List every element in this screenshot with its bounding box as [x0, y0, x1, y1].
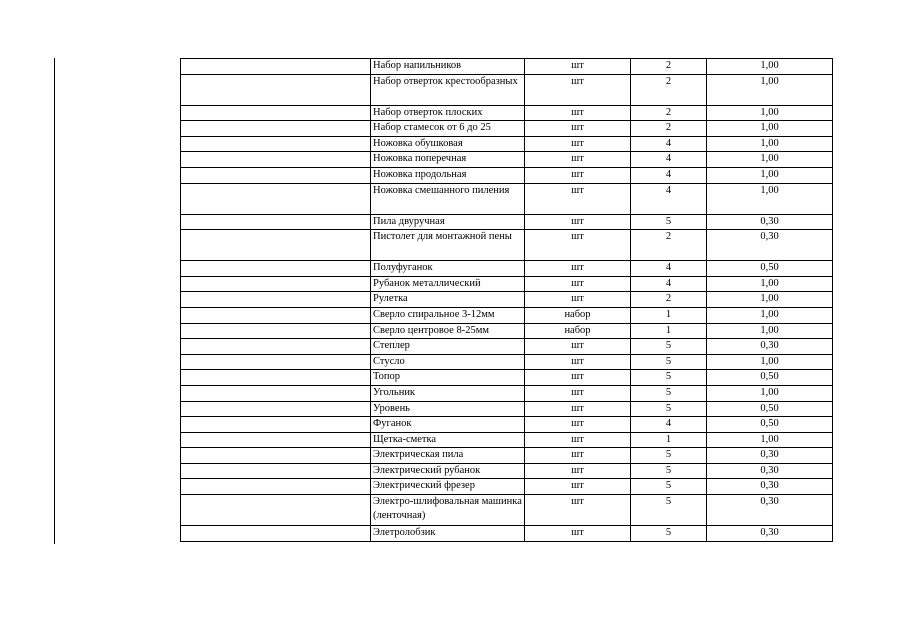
- quantity-cell: 2: [631, 292, 707, 308]
- table-row: [181, 432, 833, 448]
- unit-cell: шт: [525, 432, 631, 448]
- table-row: [181, 105, 833, 121]
- quantity-cell: 4: [631, 417, 707, 433]
- value-cell: 0,50: [707, 370, 833, 386]
- table-row: [181, 370, 833, 386]
- empty-cell: [181, 354, 371, 370]
- quantity-cell: 1: [631, 307, 707, 323]
- item-name-cell: Фуганок: [371, 417, 525, 433]
- empty-cell: [181, 307, 371, 323]
- item-name-cell: Ножовка обушковая: [371, 136, 525, 152]
- unit-cell: шт: [525, 183, 631, 214]
- unit-cell: шт: [525, 526, 631, 542]
- unit-cell: шт: [525, 463, 631, 479]
- unit-cell: шт: [525, 136, 631, 152]
- value-cell: 0,30: [707, 339, 833, 355]
- value-cell: 0,30: [707, 463, 833, 479]
- quantity-cell: 1: [631, 323, 707, 339]
- table-row: [181, 354, 833, 370]
- empty-cell: [181, 230, 371, 261]
- empty-cell: [181, 136, 371, 152]
- unit-cell: шт: [525, 167, 631, 183]
- quantity-cell: 4: [631, 261, 707, 277]
- item-name-cell: Пистолет для монтажной пены: [371, 230, 525, 261]
- empty-cell: [181, 432, 371, 448]
- table-row: [181, 230, 833, 261]
- unit-cell: шт: [525, 401, 631, 417]
- empty-cell: [181, 105, 371, 121]
- table-row: [181, 183, 833, 214]
- empty-cell: [181, 74, 371, 105]
- item-name-cell: Сверло спиральное 3-12мм: [371, 307, 525, 323]
- item-name-cell: Сверло центровое 8-25мм: [371, 323, 525, 339]
- empty-cell: [181, 167, 371, 183]
- item-name-cell: Набор напильников: [371, 59, 525, 75]
- value-cell: 1,00: [707, 152, 833, 168]
- quantity-cell: 5: [631, 495, 707, 526]
- quantity-cell: 4: [631, 152, 707, 168]
- item-name-cell: Электрический фрезер: [371, 479, 525, 495]
- quantity-cell: 1: [631, 432, 707, 448]
- quantity-cell: 4: [631, 183, 707, 214]
- page-margin-line: [54, 58, 55, 544]
- empty-cell: [181, 526, 371, 542]
- unit-cell: шт: [525, 370, 631, 386]
- item-name-cell: Стусло: [371, 354, 525, 370]
- table-row: [181, 526, 833, 542]
- table-row: [181, 323, 833, 339]
- item-name-cell: Электрическая пила: [371, 448, 525, 464]
- item-name-cell: Полуфуганок: [371, 261, 525, 277]
- quantity-cell: 2: [631, 121, 707, 137]
- table-row: [181, 385, 833, 401]
- value-cell: 1,00: [707, 354, 833, 370]
- table-row: [181, 479, 833, 495]
- value-cell: 1,00: [707, 307, 833, 323]
- item-name-cell: Ножовка смешанного пиления: [371, 183, 525, 214]
- table-row: [181, 307, 833, 323]
- item-name-cell: Степлер: [371, 339, 525, 355]
- unit-cell: набор: [525, 307, 631, 323]
- item-name-cell: Рулетка: [371, 292, 525, 308]
- value-cell: 0,30: [707, 479, 833, 495]
- value-cell: 0,30: [707, 230, 833, 261]
- quantity-cell: 5: [631, 463, 707, 479]
- item-name-cell: Уровень: [371, 401, 525, 417]
- unit-cell: шт: [525, 276, 631, 292]
- table-row: [181, 136, 833, 152]
- unit-cell: шт: [525, 152, 631, 168]
- item-name-cell: Набор стамесок от 6 до 25: [371, 121, 525, 137]
- empty-cell: [181, 214, 371, 230]
- unit-cell: шт: [525, 105, 631, 121]
- quantity-cell: 2: [631, 59, 707, 75]
- equipment-table-body: [181, 59, 833, 542]
- empty-cell: [181, 121, 371, 137]
- quantity-cell: 5: [631, 370, 707, 386]
- value-cell: 0,30: [707, 495, 833, 526]
- table-row: [181, 167, 833, 183]
- empty-cell: [181, 479, 371, 495]
- empty-cell: [181, 370, 371, 386]
- quantity-cell: 2: [631, 230, 707, 261]
- empty-cell: [181, 417, 371, 433]
- quantity-cell: 2: [631, 105, 707, 121]
- value-cell: 0,30: [707, 214, 833, 230]
- quantity-cell: 2: [631, 74, 707, 105]
- value-cell: 0,50: [707, 261, 833, 277]
- value-cell: 1,00: [707, 59, 833, 75]
- value-cell: 1,00: [707, 323, 833, 339]
- unit-cell: шт: [525, 214, 631, 230]
- value-cell: 0,50: [707, 417, 833, 433]
- unit-cell: шт: [525, 292, 631, 308]
- item-name-cell: Электрический рубанок: [371, 463, 525, 479]
- value-cell: 0,30: [707, 448, 833, 464]
- unit-cell: шт: [525, 495, 631, 526]
- value-cell: 0,50: [707, 401, 833, 417]
- unit-cell: шт: [525, 261, 631, 277]
- item-name-cell: Ножовка продольная: [371, 167, 525, 183]
- table-row: [181, 495, 833, 526]
- value-cell: 1,00: [707, 292, 833, 308]
- empty-cell: [181, 463, 371, 479]
- equipment-table: [180, 58, 833, 542]
- unit-cell: набор: [525, 323, 631, 339]
- item-name-cell: Элетролобзик: [371, 526, 525, 542]
- unit-cell: шт: [525, 339, 631, 355]
- quantity-cell: 4: [631, 136, 707, 152]
- quantity-cell: 4: [631, 276, 707, 292]
- value-cell: 1,00: [707, 167, 833, 183]
- quantity-cell: 5: [631, 448, 707, 464]
- unit-cell: шт: [525, 417, 631, 433]
- empty-cell: [181, 401, 371, 417]
- value-cell: 1,00: [707, 105, 833, 121]
- table-row: [181, 448, 833, 464]
- quantity-cell: 5: [631, 479, 707, 495]
- table-row: [181, 401, 833, 417]
- quantity-cell: 5: [631, 214, 707, 230]
- quantity-cell: 4: [631, 167, 707, 183]
- unit-cell: шт: [525, 385, 631, 401]
- unit-cell: шт: [525, 354, 631, 370]
- table-row: [181, 152, 833, 168]
- empty-cell: [181, 261, 371, 277]
- unit-cell: шт: [525, 448, 631, 464]
- table-row: [181, 214, 833, 230]
- unit-cell: шт: [525, 121, 631, 137]
- table-row: [181, 417, 833, 433]
- value-cell: 0,30: [707, 526, 833, 542]
- empty-cell: [181, 276, 371, 292]
- quantity-cell: 5: [631, 354, 707, 370]
- item-name-cell: Набор отверток плоских: [371, 105, 525, 121]
- quantity-cell: 5: [631, 401, 707, 417]
- empty-cell: [181, 183, 371, 214]
- item-name-cell: Щетка-сметка: [371, 432, 525, 448]
- table-row: [181, 463, 833, 479]
- table-row: [181, 121, 833, 137]
- empty-cell: [181, 448, 371, 464]
- table-row: [181, 339, 833, 355]
- item-name-cell: Пила двуручная: [371, 214, 525, 230]
- value-cell: 1,00: [707, 276, 833, 292]
- table-row: [181, 74, 833, 105]
- table-row: [181, 276, 833, 292]
- empty-cell: [181, 339, 371, 355]
- table-row: [181, 59, 833, 75]
- empty-cell: [181, 385, 371, 401]
- unit-cell: шт: [525, 479, 631, 495]
- value-cell: 1,00: [707, 121, 833, 137]
- value-cell: 1,00: [707, 385, 833, 401]
- item-name-cell: Рубанок металлический: [371, 276, 525, 292]
- item-name-cell: Угольник: [371, 385, 525, 401]
- empty-cell: [181, 323, 371, 339]
- value-cell: 1,00: [707, 432, 833, 448]
- value-cell: 1,00: [707, 136, 833, 152]
- value-cell: 1,00: [707, 74, 833, 105]
- item-name-cell: Набор отверток крестообразных: [371, 74, 525, 105]
- empty-cell: [181, 292, 371, 308]
- value-cell: 1,00: [707, 183, 833, 214]
- empty-cell: [181, 59, 371, 75]
- empty-cell: [181, 152, 371, 168]
- item-name-cell: Топор: [371, 370, 525, 386]
- table-row: [181, 261, 833, 277]
- empty-cell: [181, 495, 371, 526]
- unit-cell: шт: [525, 230, 631, 261]
- unit-cell: шт: [525, 59, 631, 75]
- quantity-cell: 5: [631, 339, 707, 355]
- quantity-cell: 5: [631, 526, 707, 542]
- unit-cell: шт: [525, 74, 631, 105]
- quantity-cell: 5: [631, 385, 707, 401]
- table-row: [181, 292, 833, 308]
- item-name-cell: Ножовка поперечная: [371, 152, 525, 168]
- item-name-cell: Электро-шлифовальная машинка (ленточная): [371, 495, 525, 526]
